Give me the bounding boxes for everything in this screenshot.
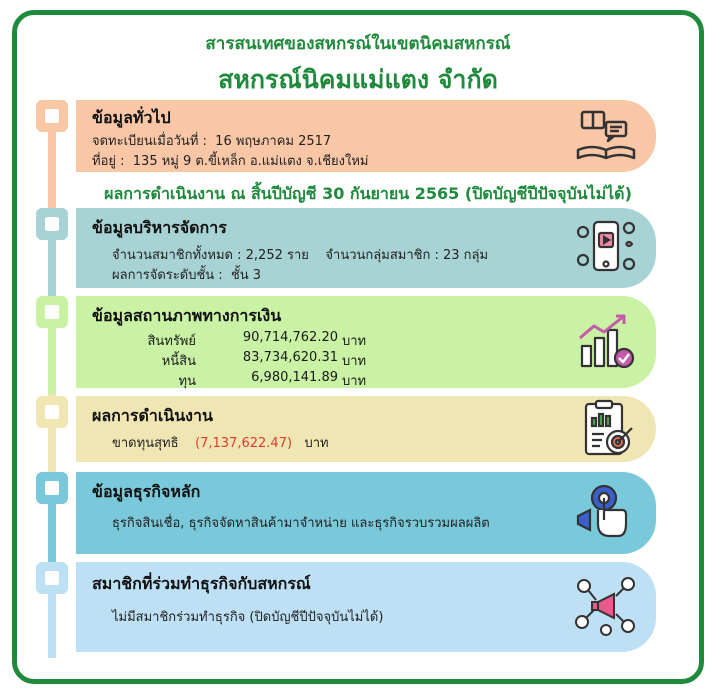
page-title: สหกรณ์นิคมแม่แตง จำกัด bbox=[218, 65, 498, 94]
timeline-node-general bbox=[36, 100, 68, 132]
megaphone-network-icon bbox=[574, 574, 638, 638]
net-loss-value: (7,137,622.47) bbox=[195, 436, 293, 451]
performance-card bbox=[76, 396, 656, 462]
member-count-label: จำนวนสมาชิกทั้งหมด : bbox=[112, 248, 242, 263]
finance-row bbox=[76, 370, 376, 388]
clipboard-target-icon bbox=[574, 398, 638, 462]
equity-unit: บาท bbox=[342, 374, 367, 389]
rating-value: ชั้น 3 bbox=[230, 268, 262, 283]
liability-label: หนี้สิน bbox=[161, 354, 196, 369]
registration-date: 16 พฤษภาคม 2517 bbox=[215, 134, 332, 149]
business-description: ธุรกิจสินเชื่อ, ธุรกิจจัดหาสินค้ามาจำหน่าย และธุรกิจรวบรวมผลผลิต bbox=[112, 516, 490, 531]
equity-value: 6,980,141.89 bbox=[251, 370, 338, 385]
rating-label: ผลการจัดระดับชั้น : bbox=[112, 268, 223, 283]
business-card bbox=[76, 472, 656, 554]
liability-unit: บาท bbox=[342, 354, 367, 369]
group-count-label: จำนวนกลุ่มสมาชิก : bbox=[325, 248, 439, 263]
finance-row bbox=[76, 330, 376, 348]
performance-period-heading: ผลการดำเนินงาน ณ สิ้นปีบัญชี 30 กันยายน 2565 (ปิดบัญชีปีปัจจุบันไม่ได้) bbox=[104, 184, 632, 203]
admin-info-card bbox=[76, 208, 656, 288]
timeline-node-members bbox=[36, 562, 68, 594]
finance-info-title: ข้อมูลสถานภาพทางการเงิน bbox=[92, 306, 282, 325]
group-count-value: 23 กลุ่ม bbox=[442, 248, 489, 263]
admin-info-title: ข้อมูลบริหารจัดการ bbox=[92, 218, 227, 237]
liability-value: 83,734,620.31 bbox=[242, 350, 338, 365]
page-supertitle: สารสนเทศของสหกรณ์ในเขตนิคมสหกรณ์ bbox=[205, 34, 511, 54]
growth-chart-icon bbox=[574, 310, 638, 374]
general-info-title: ข้อมูลทั่วไป bbox=[92, 108, 171, 127]
timeline-node-admin bbox=[36, 208, 68, 240]
performance-title: ผลการดำเนินงาน bbox=[92, 406, 213, 425]
click-megaphone-icon bbox=[574, 480, 638, 544]
timeline-node-business bbox=[36, 472, 68, 504]
member-business-title: สมาชิกที่ร่วมทำธุรกิจกับสหกรณ์ bbox=[92, 574, 311, 593]
net-loss-label: ขาดทุนสุทธิ bbox=[112, 436, 179, 451]
net-loss-unit: บาท bbox=[304, 436, 329, 451]
member-count-value: 2,252 ราย bbox=[245, 248, 309, 263]
member-business-card bbox=[76, 562, 656, 652]
equity-label: ทุน bbox=[178, 374, 196, 389]
business-title: ข้อมูลธุรกิจหลัก bbox=[92, 482, 201, 501]
timeline-node-performance bbox=[36, 396, 68, 428]
smartphone-social-icon bbox=[574, 216, 638, 280]
asset-value: 90,714,762.20 bbox=[242, 330, 338, 345]
member-business-description: ไม่มีสมาชิกร่วมทำธุรกิจ (ปิดบัญชีปีปัจจุบันไม่ได้) bbox=[112, 610, 384, 625]
registration-label: จดทะเบียนเมื่อวันที่ : bbox=[92, 134, 207, 149]
address-value: 135 หมู่ 9 ต.ขี้เหล็ก อ.แม่แตง จ.เชียงใหม่ bbox=[132, 154, 369, 169]
general-info-card bbox=[76, 100, 656, 172]
book-chat-icon bbox=[574, 104, 638, 168]
timeline-node-finance bbox=[36, 296, 68, 328]
address-label: ที่อยู่ : bbox=[92, 154, 125, 169]
asset-unit: บาท bbox=[342, 334, 367, 349]
finance-row bbox=[76, 350, 376, 368]
finance-info-card bbox=[76, 296, 656, 388]
asset-label: สินทรัพย์ bbox=[147, 334, 196, 349]
